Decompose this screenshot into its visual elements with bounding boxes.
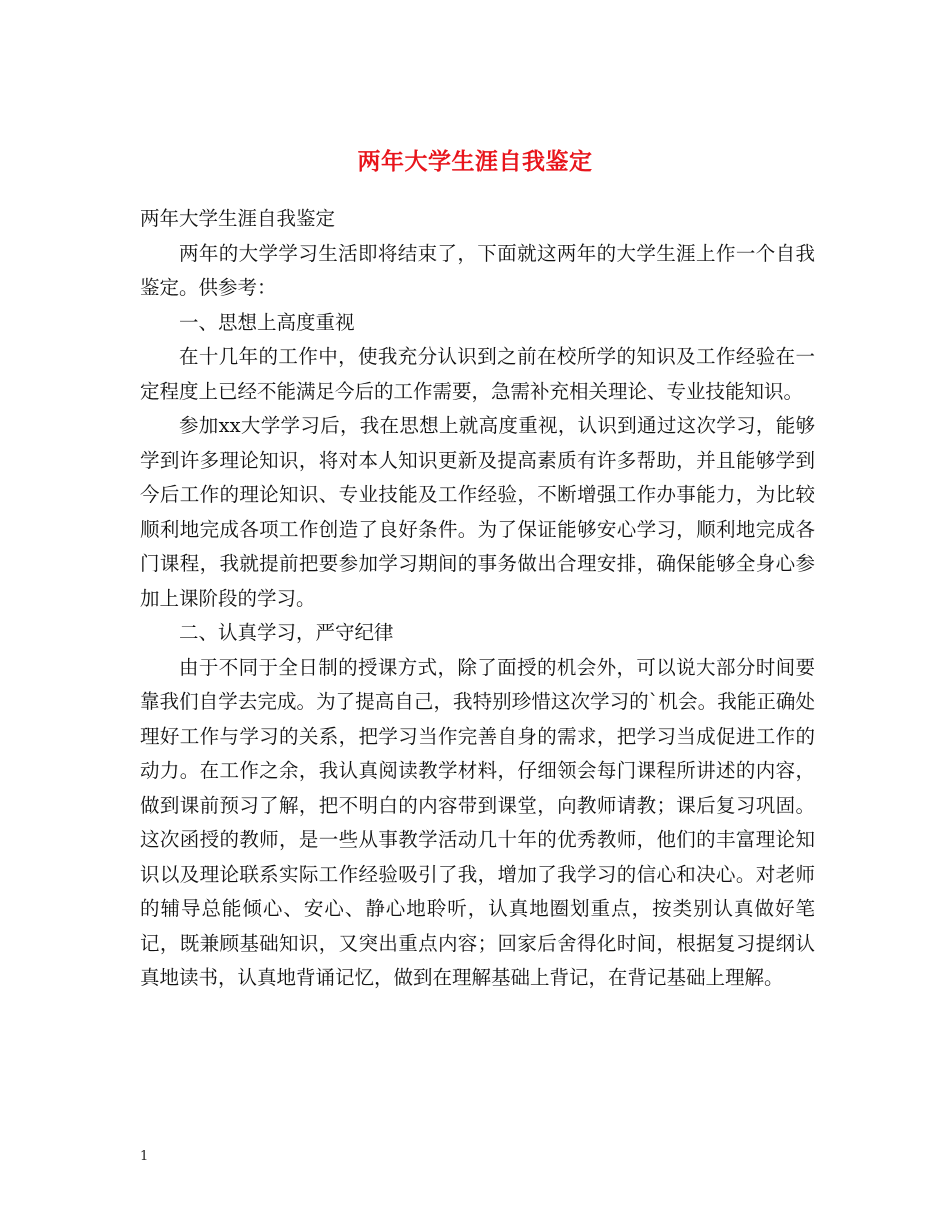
paragraph: 参加xx大学学习后，我在思想上就高度重视，认识到通过这次学习，能够学到许多理论知识，将对本人知识更新及提高素质有许多帮助，并且能够学到今后工作的理论知识、专业技能及工作经验，不断增强工作办事能力，为比较顺利地完成各项工作创造了良好条件。为了保证能够安心学习，顺利地完成各门课程，我就提前把要参加学习期间的事务做出合理安排，确保能够全身心参加上课阶段的学习。 <box>140 414 815 610</box>
document-body <box>140 202 815 996</box>
paragraph-intro: 两年的大学学习生活即将结束了，下面就这两年的大学生涯上作一个自我鉴定。供参考： <box>140 241 815 299</box>
paragraph-subtitle: 两年大学生涯自我鉴定 <box>140 207 336 230</box>
section-heading-1: 一、思想上高度重视 <box>179 310 355 334</box>
paragraph: 在十几年的工作中，使我充分认识到之前在校所学的知识及工作经验在一定程度上已经不能满足今后的工作需要，急需补充相关理论、专业技能知识。 <box>140 345 815 403</box>
page-number: 1 <box>140 1149 149 1164</box>
section-heading-2: 二、认真学习，严守纪律 <box>179 621 394 644</box>
page-title: 两年大学生涯自我鉴定 <box>357 148 593 176</box>
paragraph: 由于不同于全日制的授课方式，除了面授的机会外，可以说大部分时间要靠我们自学去完成。为了提高自己，我特别珍惜这次学习的`机会。我能正确处理好工作与学习的关系，把学习当作完善自身的需求，把学习当成促进工作的动力。在工作之余，我认真阅读教学材料，仔细领会每门课程所讲述的内容，做到课前预习了解，把不明白的内容带到课堂，向教师请教；课后复习巩固。这次函授的教师，是一些从事教学活动几十年的优秀教师，他们的丰富理论知识以及理论联系实际工作经验吸引了我，增加了我学习的信心和决心。对老师的辅导总能倾心、安心、静心地聆听，认真地圈划重点，按类别认真做好笔记，既兼顾基础知识，又突出重点内容；回家后舍得化时间，根据复习提纲认真地读书，认真地背诵记忆，做到在理解基础上背记，在背记基础上理解。 <box>140 655 815 989</box>
